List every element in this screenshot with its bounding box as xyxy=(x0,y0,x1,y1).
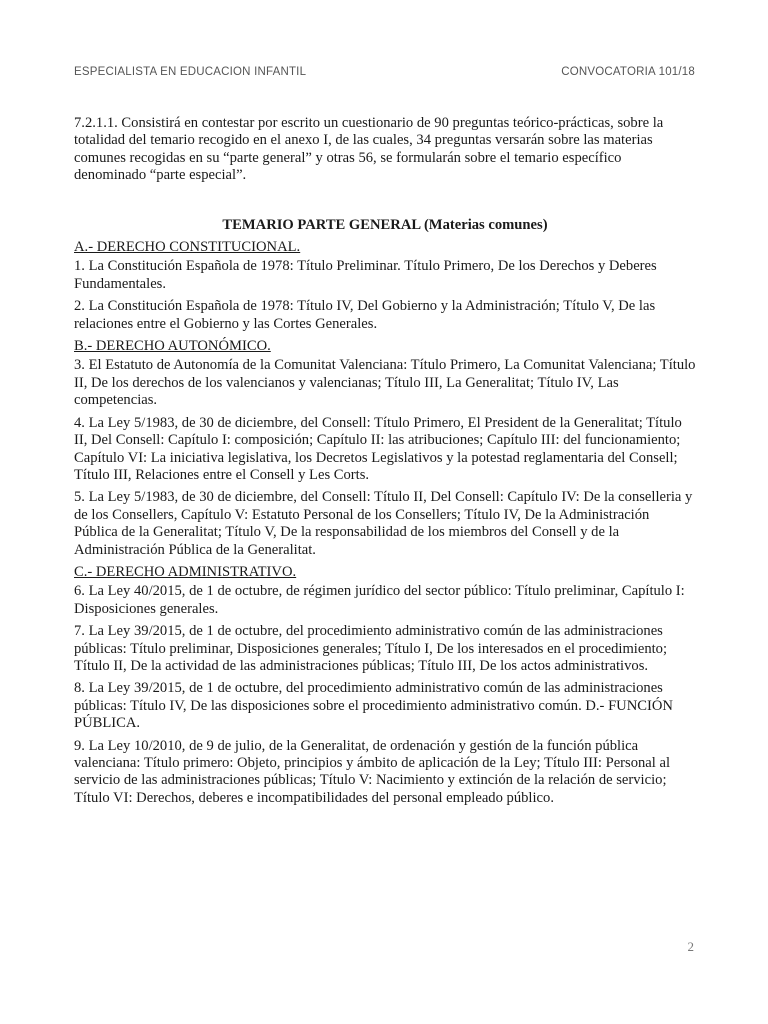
section-b xyxy=(74,338,696,559)
list-item: 6. La Ley 40/2015, de 1 de octubre, de régimen jurídico del sector público: Título preliminar, Capítulo I: Disposiciones generales. xyxy=(74,583,685,617)
list-item: 1. La Constitución Española de 1978: Título Preliminar. Título Primero, De los Derechos y Deberes Fundamentales. xyxy=(74,258,657,292)
section-heading: B.- DERECHO AUTONÓMICO. xyxy=(74,338,271,355)
section-title: TEMARIO PARTE GENERAL (Materias comunes) xyxy=(222,216,548,233)
page-header xyxy=(74,66,695,78)
list-item: 8. La Ley 39/2015, de 1 de octubre, del procedimiento administrativo común de las administraciones públicas: Título IV, De las disposiciones sobre el procedimiento administrativo común. D.- FUNCIÓN PÚBLICA. xyxy=(74,680,673,732)
list-item: 2. La Constitución Española de 1978: Título IV, Del Gobierno y la Administración; Título V, De las relaciones entre el Gobierno y las Cortes Generales. xyxy=(74,298,656,332)
header-right-text: CONVOCATORIA 101/18 xyxy=(561,66,695,78)
section-heading: C.- DERECHO ADMINISTRATIVO. xyxy=(74,563,297,580)
page-number: 2 xyxy=(687,939,694,954)
list-item: 9. La Ley 10/2010, de 9 de julio, de la Generalitat, de ordenación y gestión de la función pública valenciana: Título primero: Objeto, principios y ámbito de aplicación de la Ley; Título III: Personal al servicio de las administraciones públicas; Título V: Nacimiento y extinción de la relación de servicio; Título VI: Derechos, deberes e incompatibilidades del personal empleado público. xyxy=(74,737,671,806)
section-a xyxy=(74,239,696,333)
list-item: 5. La Ley 5/1983, de 30 de diciembre, del Consell: Título II, Del Consell: Capítulo IV: De la conselleria y de los Consellers, Capítulo V: Estatuto Personal de los Consellers; Título IV, De la Administración Pública de la Generalitat; Título V, De la responsabilidad de los miembros del Consell y de la Administración Pública de la Generalitat. xyxy=(74,489,693,558)
list-item: 7. La Ley 39/2015, de 1 de octubre, del procedimiento administrativo común de las administraciones públicas: Título preliminar, Disposiciones generales; Título I, De los interesados en el procedimiento; Título II, De la actividad de las administraciones públicas; Título III, De los actos administrativos. xyxy=(74,623,668,674)
section-c xyxy=(74,564,696,807)
section-heading: A.- DERECHO CONSTITUCIONAL. xyxy=(74,239,301,256)
list-item: 4. La Ley 5/1983, de 30 de diciembre, del Consell: Título Primero, El President de la Generalitat; Título II, Del Consell: Capítulo I: composición; Capítulo II: las atribuciones; Capítulo III: del funcionamiento; Capítulo VI: La iniciativa legislativa, los Decretos Legislativos y la potestad reglamentaria del Consell; Título III, Relaciones entre el Consell y Les Corts. xyxy=(74,414,682,483)
intro-paragraph: 7.2.1.1. Consistirá en contestar por escrito un cuestionario de 90 preguntas teórico-prácticas, sobre la totalidad del temario recogido en el anexo I, de las cuales, 34 preguntas versarán sobre las materias comunes recogidas en su “parte general” y otras 56, se formularán sobre el temario específico denominado “parte especial”. xyxy=(74,115,664,184)
list-item: 3. El Estatuto de Autonomía de la Comunitat Valenciana: Título Primero, La Comunitat Valenciana; Título II, De los derechos de los valencianos y valencianas; Título III, La Generalitat; Título IV, Las competencias. xyxy=(74,357,696,409)
header-left-text: ESPECIALISTA EN EDUCACION INFANTIL xyxy=(74,66,307,78)
document-body xyxy=(74,115,696,812)
